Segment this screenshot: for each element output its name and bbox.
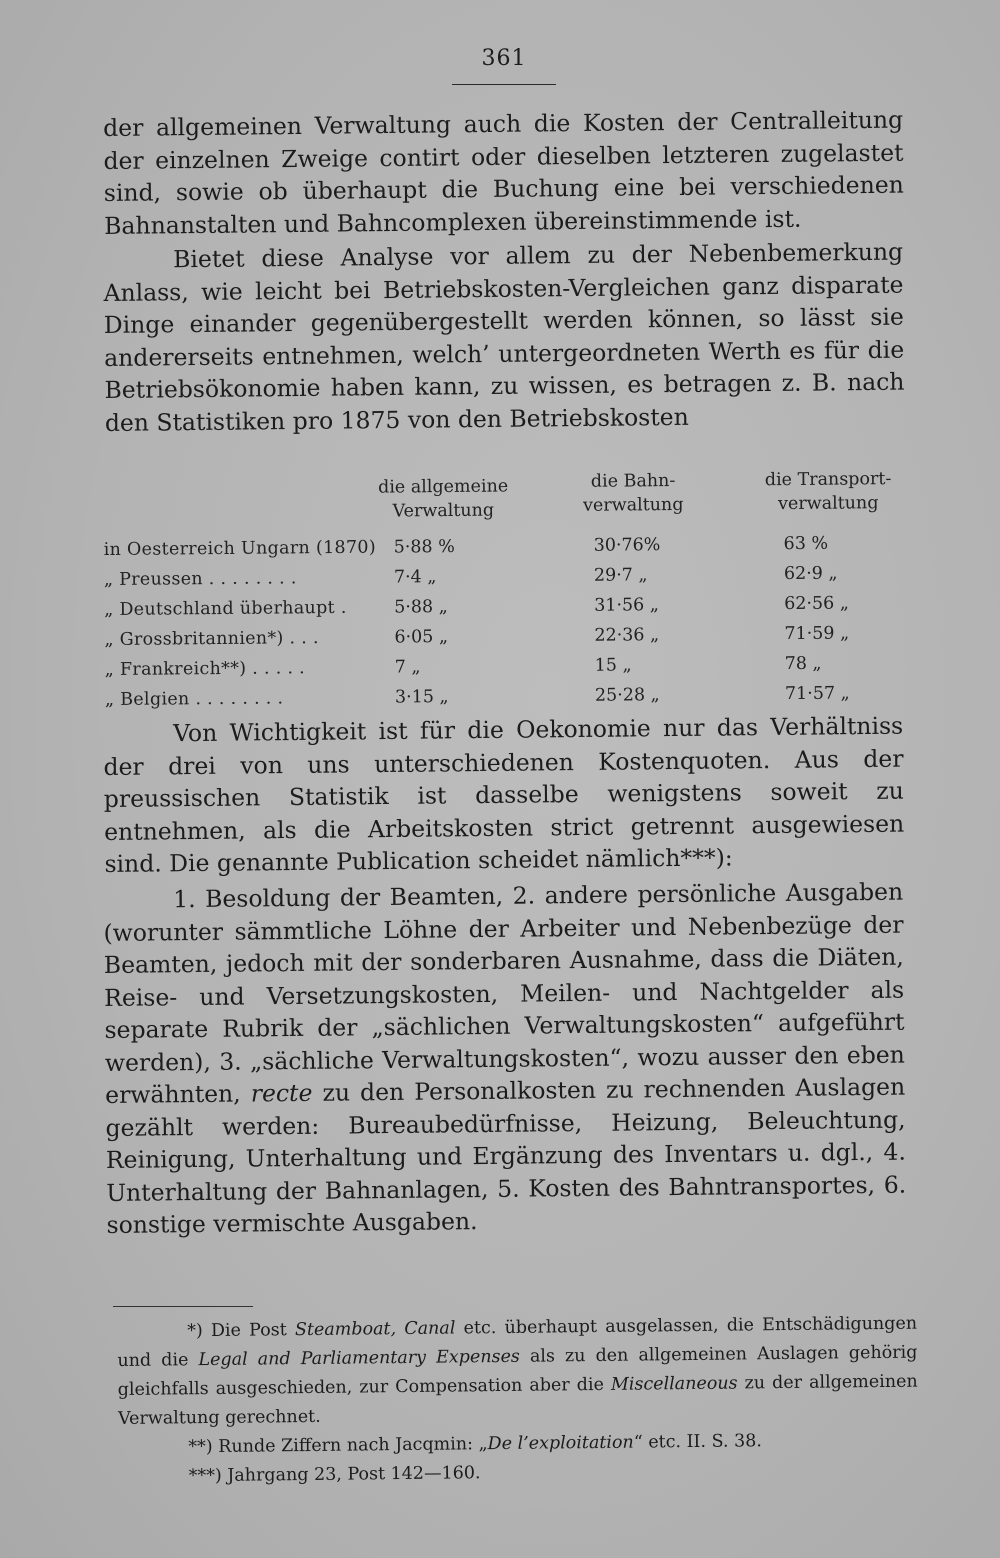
paragraph-3 [103,710,905,881]
footnote-2-part-b: “ etc. II. S. 38. [633,1431,762,1453]
row-transport-value: 63 % [783,533,829,555]
row-transport-value: 71·57 „ [784,683,850,705]
header-bahn-line1: die Bahn- [590,471,676,492]
paragraph-4-italic: recte [250,1078,313,1108]
row-transport-value: 62·9 „ [783,563,838,585]
row-country: in Oesterreich Ungarn (1870) [103,537,377,560]
row-bahn-value: 30·76% [593,535,661,556]
row-bahn-value: 25·28 „ [594,685,660,706]
table-row [105,653,905,688]
footnote-1-italic-2: Legal and Parliamentary Expenses [198,1346,520,1371]
row-allgemeine-value: 5·88 „ [394,596,448,618]
row-transport-value: 71·59 „ [784,623,850,645]
header-bahn-line2: verwaltung [583,494,684,516]
row-allgemeine-value: 3·15 „ [394,686,449,708]
row-bahn-value: 31·56 „ [594,595,659,616]
paragraph-2-text: Bietet diese Analyse vor allem zu der Nebenbemerkung Anlass, wie leicht bei Betriebskosten-Vergleichen ganz disparate Dinge einander gegenübergestellt werden können, so lässt sie andererseits entnehmen, welch’ untergeordneten Werth es für die Betriebsökonomie haben kann, zu wissen, es betragen z. B. nach den Statistiken pro 1875 von den Betriebskosten [103,237,905,437]
footnote-1-part-b: etc. überhaupt ausgelassen, die Entschädigungen und die [117,1313,918,1371]
table-row [104,563,904,598]
table-row [104,593,904,628]
row-country: „ Deutschland überhaupt . [104,597,347,620]
paragraph-2 [103,236,905,439]
row-allgemeine-value: 7·4 „ [393,567,437,588]
footnote-1-italic-3: Miscellaneous [610,1373,738,1395]
row-country: „ Preussen . . . . . . . . [103,568,297,590]
row-bahn-value: 22·36 „ [594,625,660,646]
row-country: „ Grossbritannien*) . . . [104,628,319,650]
footnote-2-part-a: **) Runde Ziffern nach Jacqmin: „ [188,1434,488,1458]
page-number-rule [452,84,556,85]
footnote-rule [113,1306,253,1307]
row-country: „ Frankreich**) . . . . . [104,658,306,680]
row-transport-value: 78 „ [784,653,822,675]
row-allgemeine-value: 5·88 % [393,536,455,558]
paragraph-3-text: Von Wichtigkeit ist für die Oekonomie nur das Verhältniss der drei von uns unterschiedenen Kostenquoten. Aus der preussischen Statistik ist dasselbe wenigstens soweit zu entnehmen, als die Arbeitskosten strict getrennt ausgewiesen sind. Die genannte Publication scheidet nämlich***): [103,711,905,878]
footnote-1 [117,1310,918,1434]
table-row [104,623,904,658]
footnote-3: ***) Jahrgang 23, Post 142—160. [188,1463,481,1487]
row-allgemeine-value: 7 „ [394,657,421,678]
table-row [104,533,904,568]
page-number: 361 [481,46,527,71]
footnote-1-part-a: *) Die Post [187,1320,287,1342]
row-allgemeine-value: 6·05 „ [394,626,449,648]
footnote-1-part-c: als zu den allgemeinen Auslagen gehörig gleichfalls ausgeschieden, zur Compensation aber die [117,1342,918,1400]
row-transport-value: 62·56 „ [784,593,849,615]
header-allgemeine-line1: die allgemeine [377,476,509,498]
paragraph-1-text: der allgemeinen Verwaltung auch die Kosten der Centralleitung der einzelnen Zweige contirt oder dieselben letzteren zugelastet sind, sowie ob überhaupt die Buchung eine bei verschiedenen Bahnanstalten und Bahncomplexen übereinstimmende ist. [103,105,904,240]
paragraph-4-part-a: 1. Besoldung der Beamten, 2. andere persönliche Ausgaben (worunter sämmtliche Löhne der Arbeiter und Nebenbezüge der Beamten, jedoch mit der sonderbaren Ausnahme, dass die Diäten, Reise- und Versetzungskosten, Meilen- und Nachtgelder als separate Rubrik der „sächlichen Verwaltungskosten“ aufgeführt werden), 3. „sächliche Verwaltungskosten“, wozu ausser den eben erwähnten, [103,877,905,1109]
row-country: „ Belgien . . . . . . . . [104,688,284,710]
footnotes [117,1310,919,1492]
paragraph-1 [103,104,904,242]
row-bahn-value: 29·7 „ [593,565,648,586]
footnote-1-part-d: zu der allgemeinen Verwaltung gerechnet. [117,1371,918,1429]
paragraph-4-part-b: zu den Personalkosten zu rechnenden Auslagen gezählt werden: Bureaubedürfnisse, Heizung, Beleuchtung, Reinigung, Unterhaltung und Ergänzung des Inventars u. dgl., 4. Unterhaltung der Bahnanlagen, 5. Kosten des Bahntransportes, 6. sonstige vermischte Ausgaben. [105,1072,907,1239]
paragraph-4 [103,876,907,1242]
footnote-1-italic-1: Steamboat, Canal [294,1318,456,1341]
row-bahn-value: 15 „ [594,655,632,676]
paragraph-4-text [103,876,907,1242]
cost-table [103,467,903,710]
header-bahnverwaltung [563,469,703,518]
header-allgemeine-line2: Verwaltung [392,500,495,522]
header-transport-line1: die Transport- [764,469,892,491]
header-allgemeine-verwaltung [343,474,543,524]
header-transport-line2: verwaltung [777,493,879,515]
header-transportverwaltung [743,467,913,516]
footnote-2-italic: De l’exploitation [487,1432,634,1455]
